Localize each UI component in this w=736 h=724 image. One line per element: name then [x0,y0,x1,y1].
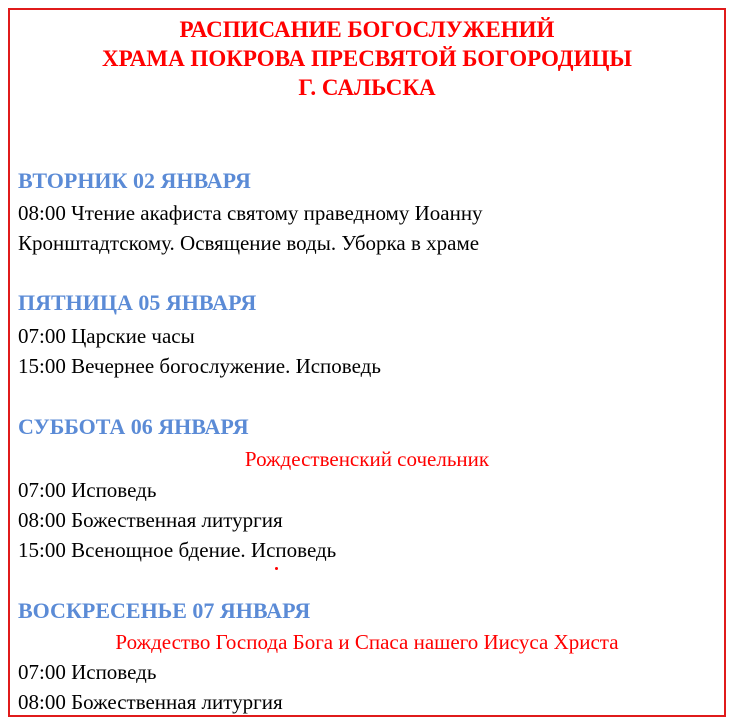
day-heading-saturday: СУББОТА 06 ЯНВАРЯ [18,414,249,439]
service-line: 07:00 Царские часы [18,324,195,348]
day-heading-tuesday: ВТОРНИК 02 ЯНВАРЯ [18,168,251,193]
day-heading-friday: ПЯТНИЦА 05 ЯНВАРЯ [18,290,257,315]
service-line: Кронштадтскому. Освящение воды. Уборка в храме [18,231,480,255]
feast-name: Рождество Господа Бога и Спаса нашего Иисуса Христа [115,630,619,654]
service-line: 07:00 Исповедь [18,660,157,684]
red-dot-mark [275,567,278,570]
service-line: 15:00 Всенощное бдение. Исповедь [18,538,337,562]
service-line: 07:00 Исповедь [18,478,157,502]
service-line: 15:00 Вечернее богослужение. Исповедь [18,354,381,378]
service-line: 08:00 Божественная литургия [18,690,283,714]
service-line: 08:00 Чтение акафиста святому праведному Иоанну [18,201,483,225]
page-title-line-2: ХРАМА ПОКРОВА ПРЕСВЯТОЙ БОГОРОДИЦЫ [102,46,632,71]
page-title-line-1: РАСПИСАНИЕ БОГОСЛУЖЕНИЙ [179,17,555,42]
day-heading-sunday: ВОСКРЕСЕНЬЕ 07 ЯНВАРЯ [18,598,311,623]
page-title-line-3: Г. САЛЬСКА [298,75,436,100]
feast-name: Рождественский сочельник [244,447,490,471]
schedule-sheet [8,8,726,717]
service-line: 08:00 Божественная литургия [18,508,283,532]
